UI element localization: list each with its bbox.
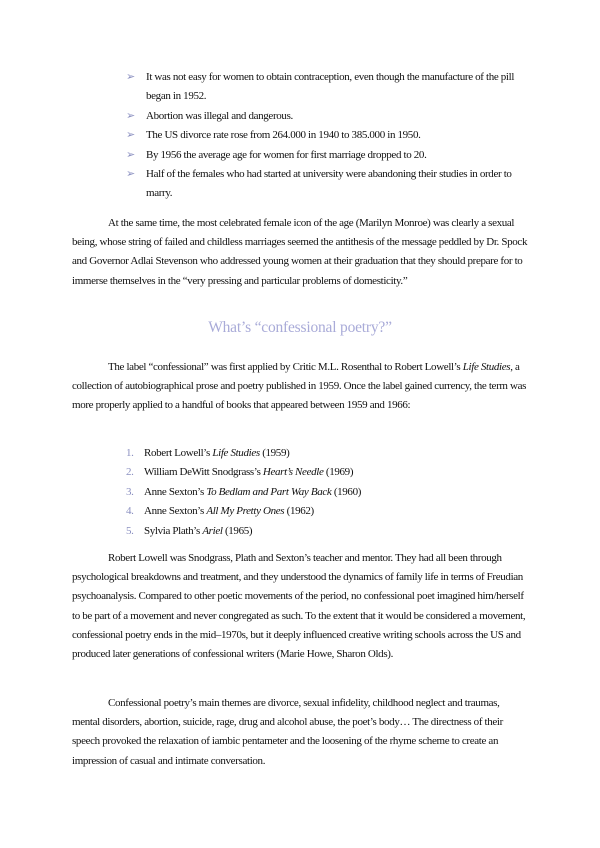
work-year: (1969) — [323, 466, 354, 479]
list-number: 3. — [126, 485, 134, 498]
bullet-text: By 1956 the average age for women for first marriage dropped to 20. — [146, 148, 427, 161]
work-author: Robert Lowell’s — [144, 447, 213, 459]
work-title: Ariel — [202, 524, 223, 537]
work-title: Heart’s Needle — [262, 466, 324, 479]
arrow-bullet-icon: ➢ — [126, 109, 135, 122]
list-item — [126, 165, 526, 204]
paragraph-text: The label “confessional” was first applied by Critic M.L. Rosenthal to Robert Lowell’s — [108, 361, 463, 373]
list-item — [126, 463, 361, 482]
paragraph-marilyn-monroe: At the same time, the most celebrated female icon of the age (Marilyn Monroe) was clearly a sexual being, whose string of failed and childless marriages seemed the antithesis of the message peddled by Dr. Spock and Governor Adlai Stevenson who addressed young women at their graduation that they should prepare for to immerse themselves in the “very pressing and particular problems of domesticity.” — [72, 217, 528, 287]
list-item — [126, 126, 526, 145]
arrow-bullet-icon: ➢ — [126, 71, 135, 83]
work-author: William DeWitt Snodgrass’s — [144, 466, 263, 479]
arrow-bullet-icon: ➢ — [126, 148, 135, 161]
work-author: Sylvia Plath’s — [144, 524, 203, 537]
list-number: 1. — [126, 447, 134, 459]
book-title: Life Studies — [462, 361, 511, 373]
list-number: 4. — [126, 505, 134, 518]
arrow-bullet-icon: ➢ — [126, 129, 135, 142]
list-item — [126, 107, 526, 126]
bullet-text: Half of the females who had started at university were abandoning their studies in order to marry. — [146, 168, 512, 200]
work-year: (1965) — [222, 524, 253, 537]
list-item — [126, 502, 361, 521]
arrow-bullet-icon: ➢ — [126, 168, 135, 181]
section-heading: What’s “confessional poetry?” — [208, 319, 392, 336]
list-item — [126, 522, 361, 541]
list-item — [126, 483, 361, 502]
works-numbered-list — [126, 444, 361, 541]
paragraph-text: , a collection of autobiographical prose and poetry published in 1959. Once the label gained currency, the term was more properly applied to a handful of books that appeared between 1959 and 1966: — [72, 361, 527, 412]
list-item — [126, 68, 526, 107]
facts-bullet-list — [126, 68, 526, 204]
paragraph-themes: Confessional poetry’s main themes are divorce, sexual infidelity, childhood neglect and traumas, mental disorders, abortion, suicide, rage, drug and alcohol abuse, the poet’s body… The directness of their speech provoked the relaxation of iambic pentameter and the loosening of the rhyme scheme to create an impression of casual and intimate conversation. — [72, 697, 503, 767]
work-year: (1959) — [259, 447, 290, 459]
work-year: (1962) — [284, 505, 314, 518]
list-item — [126, 146, 526, 165]
paragraph-label-origin — [72, 358, 528, 416]
list-number: 5. — [126, 524, 134, 537]
bullet-text: It was not easy for women to obtain contraception, even though the manufacture of the pill began in 1952. — [146, 71, 515, 103]
work-author: Anne Sexton’s — [144, 505, 207, 518]
paragraph-lowell-mentor: Robert Lowell was Snodgrass, Plath and Sexton’s teacher and mentor. They had all been through psychological breakdowns and treatment, and they understood the dynamics of family life in terms of Freudian psychoanalysis. Compared to other poetic movements of the period, no confessional poet imagined him/herself to be part of a movement and never congregated as such. To the extent that it would be considered a movement, confessional poetry ends in the mid–1970s, but it deeply influenced creative writing schools across the US and produced later generations of confessional writers (Marie Howe, Sharon Olds). — [72, 552, 526, 661]
work-title: All My Pretty Ones — [206, 505, 285, 518]
bullet-text: The US divorce rate rose from 264.000 in 1940 to 385.000 in 1950. — [146, 129, 421, 142]
work-title: Life Studies — [212, 447, 260, 459]
bullet-text: Abortion was illegal and dangerous. — [146, 109, 293, 122]
work-year: (1960) — [331, 485, 362, 498]
work-title: To Bedlam and Part Way Back — [206, 485, 332, 498]
list-item — [126, 444, 361, 463]
work-author: Anne Sexton’s — [144, 485, 207, 498]
list-number: 2. — [126, 466, 134, 479]
